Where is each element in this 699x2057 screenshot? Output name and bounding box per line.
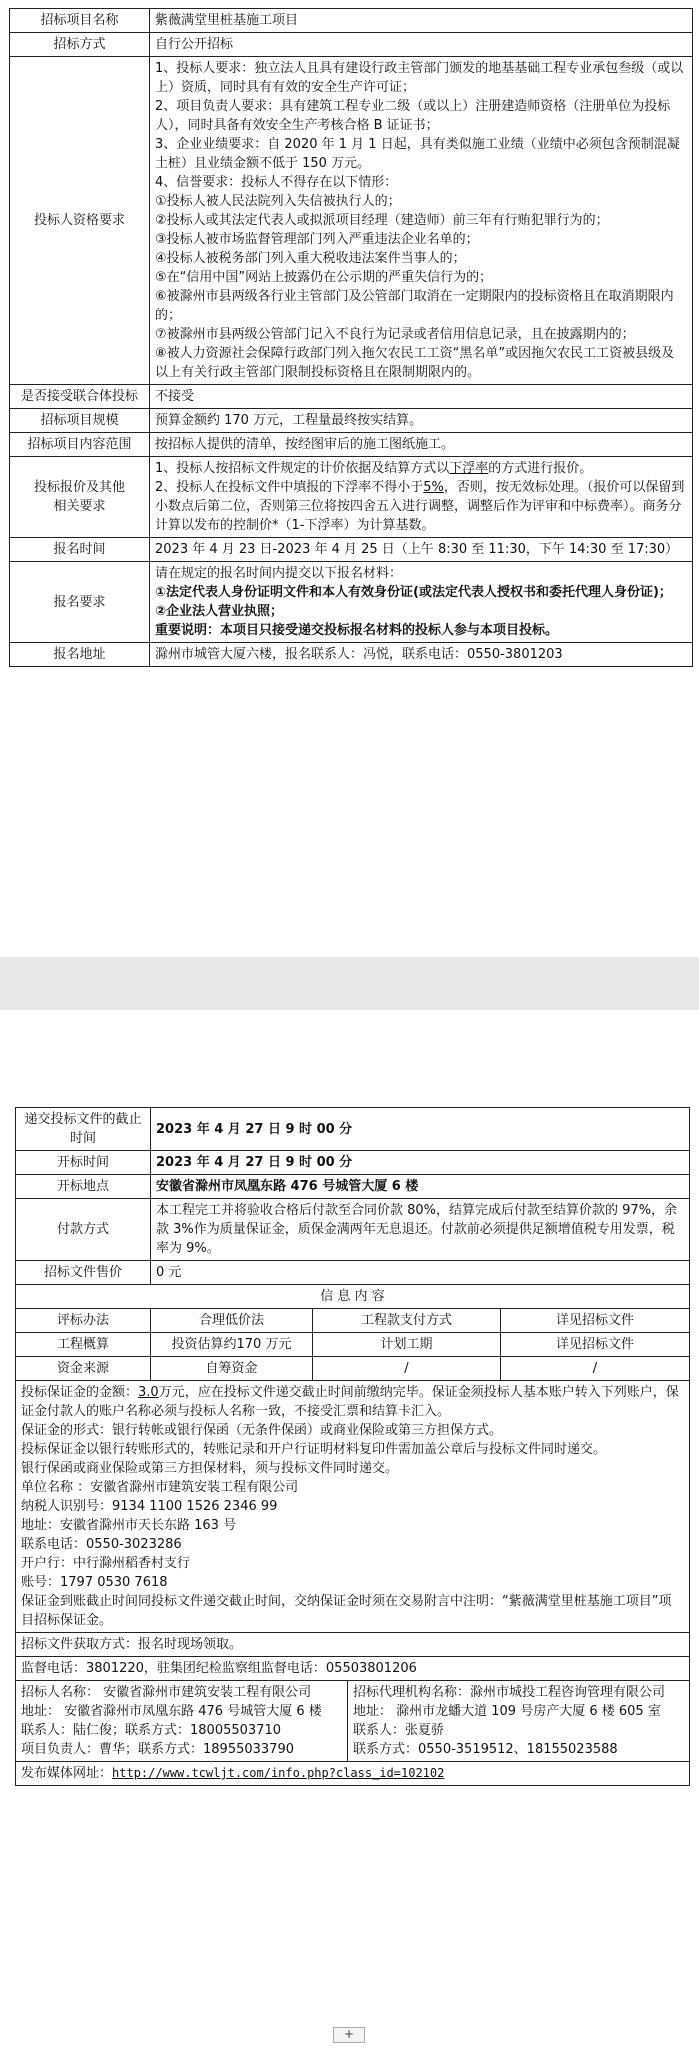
reg-req-label: 报名要求	[10, 562, 150, 643]
table-row	[10, 9, 693, 33]
agent-block	[348, 1681, 690, 1762]
table-row	[16, 1309, 690, 1333]
scope: 按招标人提供的清单，按经图审后的施工图纸施工。	[150, 433, 693, 457]
quote-1b: 下浮率	[449, 461, 489, 476]
table-row	[10, 433, 693, 457]
open-place: 安徽省滁州市凤凰东路 476 号城管大厦 6 楼	[151, 1175, 690, 1199]
joint-bid-label: 是否接受联合体投标	[10, 385, 150, 409]
scale: 预算金额约 170 万元，工程量最终按实结算。	[150, 409, 693, 433]
media-label: 发布媒体网址：	[21, 1766, 113, 1781]
agent-contact: 联系人：张夏骄	[353, 1723, 445, 1738]
deadline: 2023 年 4 月 27 日 9 时 00 分	[151, 1108, 690, 1151]
agent-phone: 联系方式：0550-3519512、18155023588	[353, 1742, 618, 1757]
table-row	[16, 1261, 690, 1285]
pay-type-label: 工程款支付方式	[313, 1309, 501, 1333]
bank: 开户行：中行滁州稻香村支行	[21, 1556, 191, 1571]
table-row	[16, 1657, 690, 1681]
table-row	[16, 1285, 690, 1309]
tender-info-table-2	[15, 1107, 690, 1786]
quote-1a: 1、投标人按招标文件规定的计价依据及结算方式以	[155, 461, 450, 476]
quote-line-1	[155, 459, 687, 478]
table-row	[10, 409, 693, 433]
table-row	[16, 1175, 690, 1199]
budget-label: 工程概算	[16, 1333, 151, 1357]
phone: 联系电话：0550-3023286	[21, 1537, 182, 1552]
period: 详见招标文件	[501, 1333, 690, 1357]
expand-button[interactable]: +	[333, 2027, 365, 2043]
tenderer-contact: 联系人：陆仁俊；联系方式：18005503710	[21, 1723, 281, 1738]
reg-req-intro: 请在规定的报名时间内提交以下报名材料：	[155, 566, 403, 581]
eval-label: 评标办法	[16, 1309, 151, 1333]
supervise: 监督电话：3801220，驻集团纪检监察组监督电话：05503801206	[16, 1657, 690, 1681]
fund: 自筹资金	[151, 1357, 313, 1381]
info-header: 信 息 内 容	[16, 1285, 690, 1309]
reg-requirements	[150, 562, 693, 643]
table-row	[16, 1108, 690, 1151]
reg-time-label: 报名时间	[10, 538, 150, 562]
scope-label: 招标项目内容范围	[10, 433, 150, 457]
deposit-guarantee: 银行保函或商业保险或第三方担保材料，须与投标文件同时递交。	[21, 1461, 399, 1476]
qual-line-5: ①投标人被人民法院列入失信被执行人的；	[155, 194, 401, 209]
table-row	[16, 1151, 690, 1175]
period-label: 计划工期	[313, 1333, 501, 1357]
qual-line-3: 3、企业业绩要求：自 2020 年 1 月 1 日起，具有类似施工业绩（业绩中必须包含预制混凝土桩）且业绩金额不低于 150 万元。	[155, 137, 680, 171]
budget: 投资估算约170 万元	[151, 1333, 313, 1357]
reg-req-1: ①法定代表人身份证明文件和本人有效身份证(或法定代表人授权书和委托代理人身份证)；	[155, 585, 672, 600]
payment-label: 付款方式	[16, 1199, 151, 1261]
quote-line-2	[155, 478, 687, 535]
deposit-form: 保证金的形式：银行转帐或银行保函（无条件保函）或商业保险或第三方担保方式。	[21, 1423, 503, 1438]
tenderer-pm: 项目负责人：曹华；联系方式：18955033790	[21, 1742, 294, 1757]
qual-line-12: ⑧被人力资源社会保障行政部门列入拖欠农民工工资“黑名单”或因拖欠农民工工资被县级及以上有关行政主管部门限制投标资格且在限制期限内的。	[155, 346, 675, 380]
qual-line-10: ⑥被滁州市县两级各行业主管部门及公管部门取消在一定期限内的投标资格且在取消期限内的；	[155, 289, 674, 323]
table-row	[16, 1199, 690, 1261]
table-row	[10, 457, 693, 538]
page-gap	[0, 957, 699, 1010]
table-row	[10, 538, 693, 562]
qual-line-11: ⑦被滁州市县两级公管部门记入不良行为记录或者信用信息记录，且在披露期内的；	[155, 327, 635, 342]
method-label: 招标方式	[10, 33, 150, 57]
qualification-requirements	[150, 57, 693, 385]
reg-req-note: 重要说明：本项目只接受递交投标报名材料的投标人参与本项目投标。	[155, 623, 559, 638]
project-name-label: 招标项目名称	[10, 9, 150, 33]
reg-addr-label: 报名地址	[10, 643, 150, 667]
deposit-c: 万元，应在投标文件递交截止时间前缴纳完毕。保证金须投标人基本账户转入下列账户，保证金付款人的账户名称必须与投标人名称一致，不接受汇票和结算卡汇入。	[21, 1385, 679, 1419]
agent-name: 招标代理机构名称：滁州市城投工程咨询管理有限公司	[353, 1685, 666, 1700]
qual-line-7: ③投标人被市场监督管理部门列入严重违法企业名单的；	[155, 232, 479, 247]
deposit-note: 保证金到账截止时间同投标文件递交截止时间，交纳保证金时须在交易附言中注明：“紫薇满堂里桩基施工项目”项目招标保证金。	[21, 1594, 672, 1628]
reg-addr: 滁州市城管大厦六楼，报名联系人：冯悦，联系电话：0550-3801203	[150, 643, 693, 667]
doc-get: 招标文件获取方式：报名时现场领取。	[16, 1633, 690, 1657]
project-name: 紫薇满堂里桩基施工项目	[150, 9, 693, 33]
slash-1: /	[313, 1357, 501, 1381]
table-row	[16, 1381, 690, 1633]
unit-name: 单位名称 ：安徽省滁州市建筑安装工程有限公司	[21, 1480, 299, 1495]
table-row	[16, 1357, 690, 1381]
joint-bid: 不接受	[150, 385, 693, 409]
table-row	[16, 1762, 690, 1786]
open-time-label: 开标时间	[16, 1151, 151, 1175]
table-row	[16, 1333, 690, 1357]
media-url-link[interactable]: http://www.tcwljt.com/info.php?class_id=102102	[112, 1766, 445, 1780]
table-row	[10, 33, 693, 57]
open-time: 2023 年 4 月 27 日 9 时 00 分	[151, 1151, 690, 1175]
scale-label: 招标项目规模	[10, 409, 150, 433]
price: 0 元	[151, 1261, 690, 1285]
qual-line-2: 2、项目负责人要求：具有建筑工程专业二级（或以上）注册建造师资格（注册单位为投标人），同时具备有效安全生产考核合格 B 证证书；	[155, 99, 671, 133]
deposit-a: 投标保证金的金额：	[21, 1385, 139, 1400]
table-row	[16, 1681, 690, 1762]
reg-time: 2023 年 4 月 23 日-2023 年 4 月 25 日（上午 8:30 至 11:30，下午 14:30 至 17:30）	[150, 538, 693, 562]
table-row	[10, 385, 693, 409]
tenderer-addr: 地址： 安徽省滁州市凤凰东路 476 号城管大厦 6 楼	[21, 1704, 322, 1719]
quote-requirements	[150, 457, 693, 538]
deposit-block	[16, 1381, 690, 1633]
agent-addr: 地址： 滁州市龙蟠大道 109 号房产大厦 6 楼 605 室	[353, 1704, 661, 1719]
reg-req-2: ②企业法人营业执照；	[155, 604, 284, 619]
tenderer-name: 招标人名称： 安徽省滁州市建筑安装工程有限公司	[21, 1685, 312, 1700]
deadline-label: 递交投标文件的截止时间	[16, 1108, 151, 1151]
table-row	[10, 562, 693, 643]
slash-2: /	[501, 1357, 690, 1381]
tenderer-block	[16, 1681, 348, 1762]
tender-info-table-1	[9, 8, 693, 667]
payment: 本工程完工并将验收合格后付款至合同价款 80%，结算完成后付款至结算价款的 97%，余款 3%作为质量保证金，质保金满两年无息退还。付款前必须提供足额增值税专用发票，税率为 9%。	[151, 1199, 690, 1261]
deposit-b: 3.0	[138, 1385, 159, 1400]
quote-2a: 2、投标人在投标文件中填报的下浮率不得小于	[155, 480, 424, 495]
table-row	[16, 1633, 690, 1657]
media-row	[16, 1762, 690, 1786]
pay-type: 详见招标文件	[501, 1309, 690, 1333]
tax-id: 纳税人识别号：9134 1100 1526 2346 99	[21, 1499, 278, 1514]
eval: 合理低价法	[151, 1309, 313, 1333]
account: 账号：1797 0530 7618	[21, 1575, 168, 1590]
table-row	[10, 57, 693, 385]
deposit-amount	[21, 1383, 684, 1421]
quote-2c: ，否则，按无效标处理。（报价可以保留到小数点后第二位，否则第三位将按四舍五入进行调整，调整后作为评审和中标费率）。商务分计算以发布的控制价*（1-下浮率）为计算基数。	[155, 480, 685, 533]
qual-line-8: ④投标人被税务部门列入重大税收违法案件当事人的；	[155, 251, 466, 266]
quote-1c: 的方式进行报价。	[488, 461, 593, 476]
qual-line-1: 1、投标人要求：独立法人且具有建设行政主管部门颁发的地基基础工程专业承包叁级（或以上）资质，同时具有有效的安全生产许可证；	[155, 61, 684, 95]
fund-label: 资金来源	[16, 1357, 151, 1381]
open-place-label: 开标地点	[16, 1175, 151, 1199]
qual-line-4: 4、信誉要求：投标人不得存在以下情形：	[155, 175, 398, 190]
qualification-label: 投标人资格要求	[10, 57, 150, 385]
qual-line-9: ⑤在“信用中国”网站上披露仍在公示期的严重失信行为的；	[155, 270, 493, 285]
quote-label: 投标报价及其他相关要求	[10, 457, 150, 538]
method: 自行公开招标	[150, 33, 693, 57]
table-row	[10, 643, 693, 667]
qual-line-6: ②投标人或其法定代表人或拟派项目经理（建造师）前三年有行贿犯罪行为的；	[155, 213, 609, 228]
deposit-transfer: 投标保证金以银行转账形式的，转账记录和开户行证明材料复印件需加盖公章后与投标文件同时递交。	[21, 1442, 607, 1457]
address: 地址：安徽省滁州市天长东路 163 号	[21, 1518, 237, 1533]
quote-2b: 5%	[423, 480, 444, 495]
price-label: 招标文件售价	[16, 1261, 151, 1285]
